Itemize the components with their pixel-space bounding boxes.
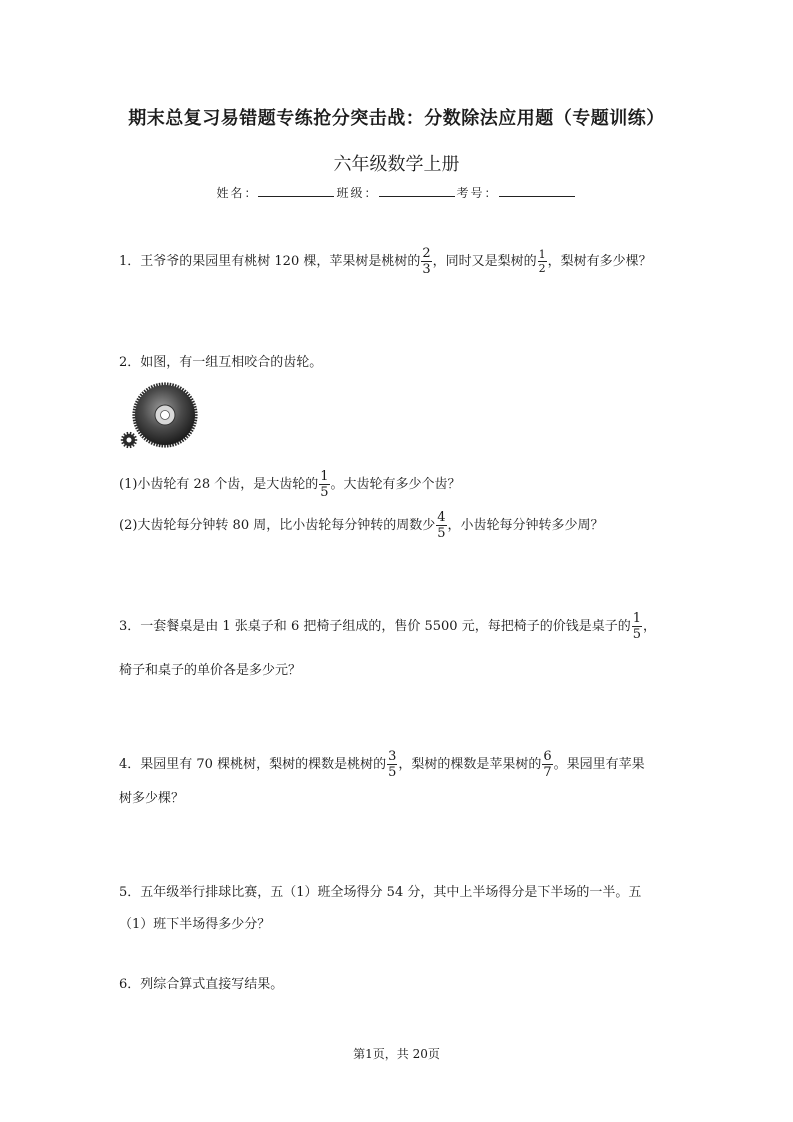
exam-no-label: 考号： — [456, 186, 499, 200]
question-6-line-1: 6．列综合算式直接写结果。 — [119, 977, 284, 992]
q2-2-fraction: $\frac{4}{5}$ — [437, 510, 446, 541]
question-2-stem: 2．如图，有一组互相咬合的齿轮。 — [119, 355, 323, 370]
name-label: 姓名： — [216, 186, 259, 200]
page-footer: 第1页，共 20页 — [353, 1047, 440, 1061]
question-4-line-1: 4．果园里有 70 棵桃树，梨树的棵数是桃树的 $\frac{3}{5}$ ，梨树的棵数是苹果树的 $\frac{6}{7}$ 。果园里有苹果 — [119, 749, 645, 780]
page-subtitle: 六年级数学上册 — [333, 154, 460, 175]
q1-text-c: ，梨树有多少棵？ — [547, 254, 652, 269]
q4-fraction-2: $\frac{6}{7}$ — [543, 749, 552, 780]
q1-text-a: 1．王爷爷的果园里有桃树 120 棵，苹果树是桃树的 — [119, 254, 421, 269]
q1-fraction-1: $\frac{2}{3}$ — [422, 246, 431, 277]
question-1 — [119, 247, 652, 276]
page-title: 期末总复习易错题专练抢分突击战：分数除法应用题（专题训练） — [128, 108, 665, 129]
name-blank[interactable] — [258, 185, 334, 197]
q2-1-fraction: $\frac{1}{5}$ — [320, 469, 329, 500]
question-2-part-1: (1)小齿轮有 28 个齿，是大齿轮的 $\frac{1}{5}$ 。大齿轮有多少个齿？ — [119, 469, 461, 500]
exam-no-blank[interactable] — [499, 185, 575, 197]
q4-fraction-1: $\frac{3}{5}$ — [388, 749, 397, 780]
question-3-line-2: 椅子和桌子的单价各是多少元？ — [119, 663, 302, 678]
q1-text-b: ，同时又是梨树的 — [432, 254, 537, 269]
question-5-line-2: （1）班下半场得多少分？ — [119, 917, 271, 932]
student-info-row — [0, 184, 793, 201]
class-blank[interactable] — [379, 185, 455, 197]
q3-fraction: $\frac{1}{5}$ — [632, 611, 641, 642]
question-3-line-1: 3．一套餐桌是由 1 张桌子和 6 把椅子组成的，售价 5500 元，每把椅子的价钱是桌子的 $\frac{1}{5}$ ， — [119, 611, 656, 642]
question-5-line-1: 5．五年级举行排球比赛，五（1）班全场得分 54 分，其中上半场得分是下半场的一半。五 — [119, 885, 642, 900]
question-4-line-2: 树多少棵？ — [119, 791, 185, 806]
q1-fraction-2: $\frac{1}{2}$ — [538, 248, 546, 275]
class-label: 班级： — [336, 186, 379, 200]
question-2-part-2: (2)大齿轮每分钟转 80 周，比小齿轮每分钟转的周数少 $\frac{4}{5}$ ，小齿轮每分钟转多少周？ — [119, 510, 604, 541]
gear-figure — [118, 382, 208, 452]
